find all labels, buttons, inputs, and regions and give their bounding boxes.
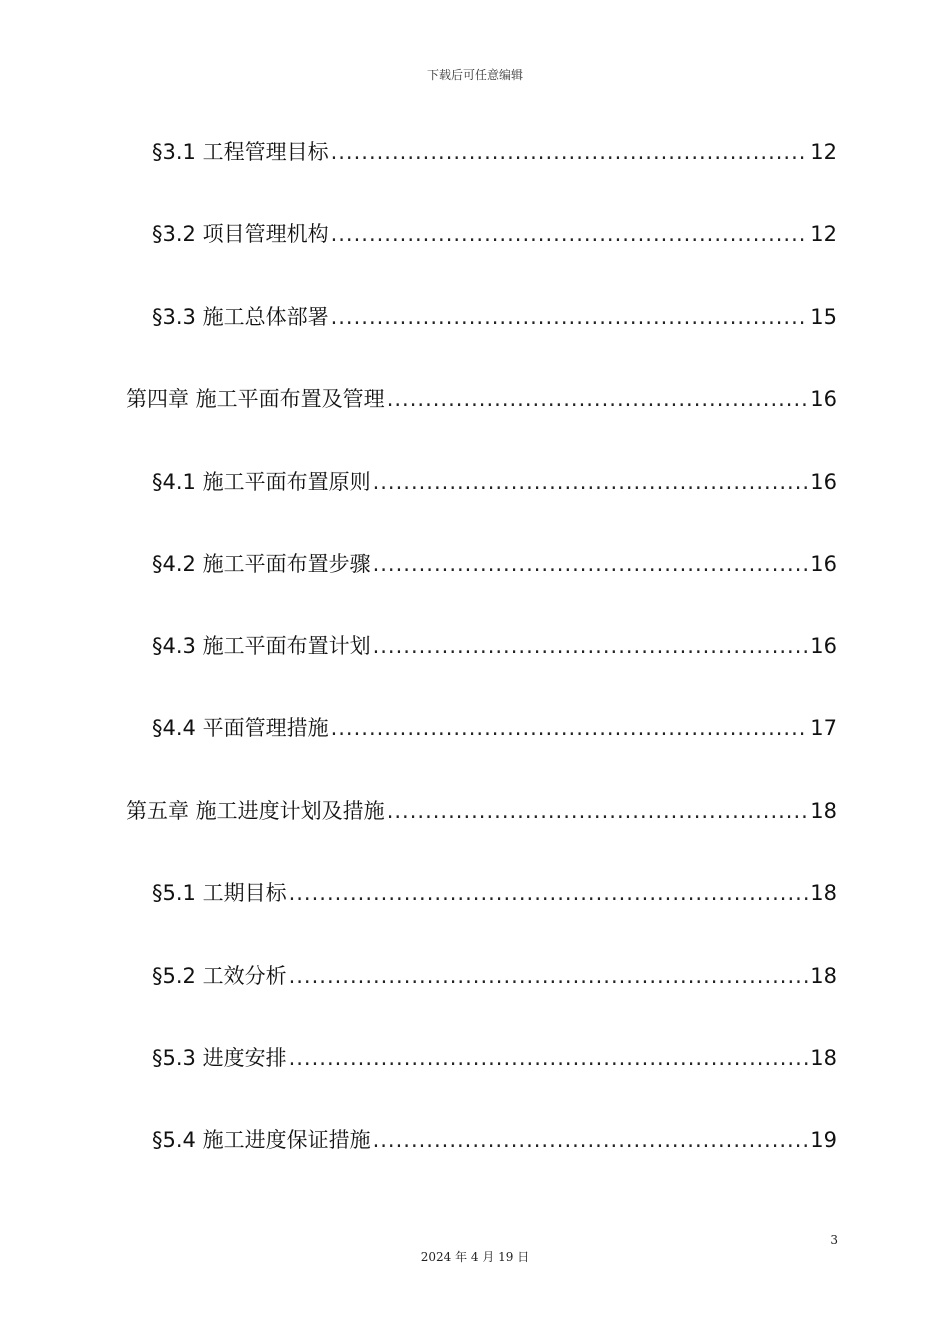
toc-entry-page: 12	[810, 222, 837, 246]
toc-entry-title: §4.2 施工平面布置步骤	[152, 552, 371, 576]
toc-entry-title: §3.3 施工总体部署	[152, 305, 329, 329]
toc-dot-leader	[373, 544, 809, 584]
toc-dot-leader	[289, 1038, 809, 1078]
toc-entry[interactable]	[152, 297, 837, 337]
toc-entry-page: 12	[810, 140, 837, 164]
toc-entry[interactable]	[152, 956, 837, 996]
toc-entry-page: 17	[810, 716, 837, 740]
footer-date: 2024 年 4 月 19 日	[420, 1250, 530, 1264]
page-number: 3	[830, 1233, 838, 1247]
toc-entry-title: §5.4 施工进度保证措施	[152, 1128, 371, 1152]
toc-entry-title: §3.2 项目管理机构	[152, 222, 329, 246]
toc-entry-page: 16	[810, 552, 837, 576]
toc-entry-title: §4.3 施工平面布置计划	[152, 634, 371, 658]
toc-entry-page: 19	[810, 1128, 837, 1152]
toc-dot-leader	[289, 873, 809, 913]
toc-dot-leader	[331, 214, 809, 254]
toc-entry-page: 18	[810, 799, 837, 823]
toc-entry-page: 18	[810, 964, 837, 988]
toc-entry-title: §5.1 工期目标	[152, 881, 287, 905]
toc-dot-leader	[373, 626, 809, 666]
toc-entry-page: 18	[810, 881, 837, 905]
toc-entry-page: 15	[810, 305, 837, 329]
toc-entry-title: §5.3 进度安排	[152, 1046, 287, 1070]
toc-entry[interactable]	[152, 132, 837, 172]
toc-entry[interactable]	[152, 626, 837, 666]
toc-entry[interactable]	[152, 462, 837, 502]
toc-dot-leader	[387, 791, 809, 831]
header-note: 下载后可任意编辑	[426, 68, 523, 82]
toc-dot-leader	[331, 297, 809, 337]
toc-entry-title: 第四章 施工平面布置及管理	[126, 387, 385, 411]
toc-dot-leader	[373, 462, 809, 502]
toc-entry[interactable]	[152, 873, 837, 913]
toc-chapter-entry[interactable]	[126, 379, 837, 419]
toc-chapter-entry[interactable]	[126, 791, 837, 831]
toc-entry-page: 16	[810, 470, 837, 494]
toc-entry-page: 16	[810, 387, 837, 411]
toc-entry[interactable]	[152, 708, 837, 748]
toc-dot-leader	[373, 1120, 809, 1160]
toc-entry-title: §4.1 施工平面布置原则	[152, 470, 371, 494]
toc-entry[interactable]	[152, 1038, 837, 1078]
toc-entry[interactable]	[152, 214, 837, 254]
toc-entry[interactable]	[152, 1120, 837, 1160]
toc-entry-title: 第五章 施工进度计划及措施	[126, 799, 385, 823]
toc-dot-leader	[289, 956, 809, 996]
toc-entry-title: §5.2 工效分析	[152, 964, 287, 988]
toc-entry-page: 18	[810, 1046, 837, 1070]
toc-entry-title: §3.1 工程管理目标	[152, 140, 329, 164]
toc-entry-title: §4.4 平面管理措施	[152, 716, 329, 740]
toc-dot-leader	[387, 379, 809, 419]
toc-dot-leader	[331, 708, 809, 748]
toc-entry-page: 16	[810, 634, 837, 658]
toc-dot-leader	[331, 132, 809, 172]
toc-entry[interactable]	[152, 544, 837, 584]
